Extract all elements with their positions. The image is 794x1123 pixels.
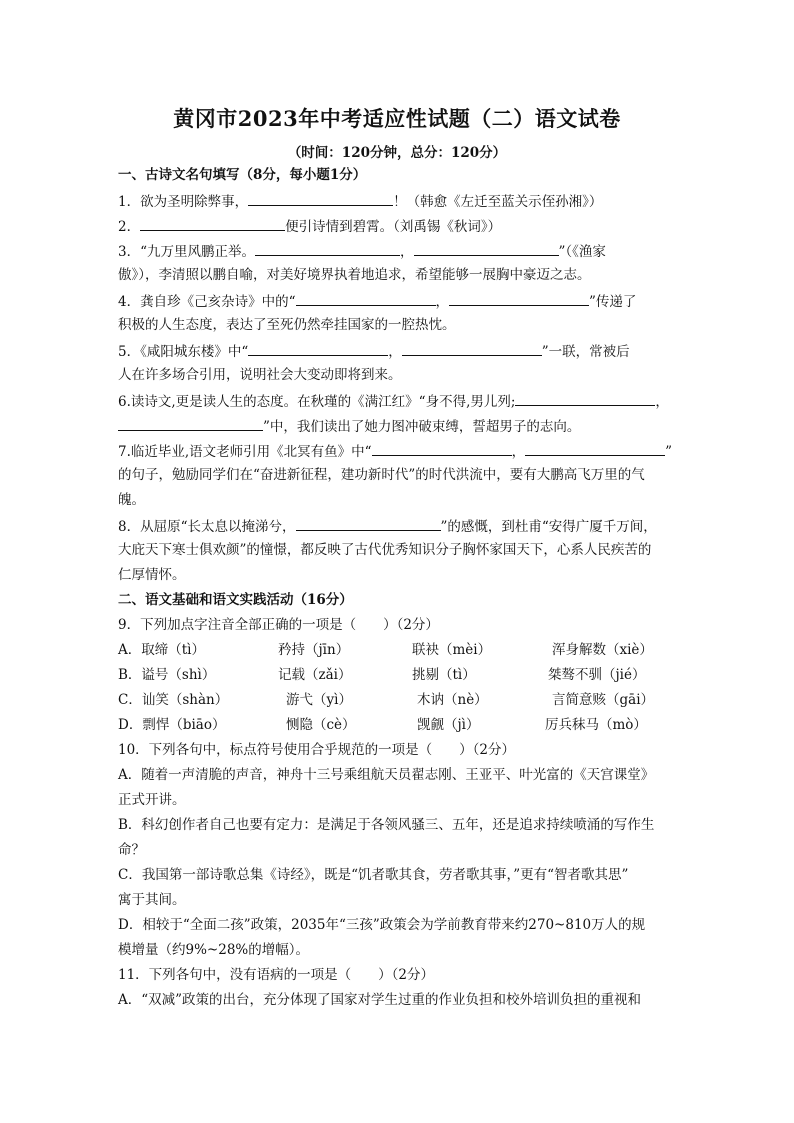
option-a-3: 联袂（mèi） (412, 642, 492, 658)
question-5: 5．《咸阳城东楼》中“ ， ”一联，常被后 (118, 341, 688, 361)
answer-blank[interactable] (255, 241, 400, 256)
question-9: 9．下列加点字注音全部正确的一项是（ ）（2分） (118, 617, 439, 633)
option-b-1[interactable]: B．谥号（shì） (118, 667, 216, 683)
question-7: 7.临近毕业,语文老师引用《北冥有鱼》中“ ， ” (118, 441, 688, 461)
question-5-cont: 人在许多场合引用，说明社会大变动即将到来。 (118, 367, 402, 383)
answer-blank[interactable] (515, 391, 655, 406)
answer-blank[interactable] (449, 291, 589, 306)
question-3: 3．“九万里风鹏正举。 ， ”（《渔家 (118, 241, 688, 261)
exam-info: （时间：120分钟，总分：120分） (287, 145, 507, 161)
answer-blank[interactable] (525, 441, 665, 456)
answer-blank[interactable] (248, 191, 393, 206)
question-1: 1．欲为圣明除弊事， ！（韩愈《左迁至蓝关示侄孙湘》） (118, 191, 688, 211)
option-c-4: 言简意赅（gāi） (552, 692, 655, 708)
question-10: 10．下列各句中，标点符号使用合乎规范的一项是（ ）（2分） (118, 742, 516, 758)
option-d-2: 恻隐（cè） (286, 717, 356, 733)
question-2: 2． 便引诗情到碧霄。（刘禹锡《秋词》） (118, 216, 688, 236)
option-a-2: 矜持（jīn） (278, 642, 350, 658)
question-3-cont: 傲》），李清照以鹏自喻，对美好境界执着地追求，希望能够一展胸中豪迈之志。 (118, 267, 591, 283)
answer-blank[interactable] (402, 341, 542, 356)
q10-option-a[interactable]: A．随着一声清脆的声音，神舟十三号乘组航天员翟志刚、王亚平、叶光富的《天宫课堂》 (118, 767, 655, 783)
question-8-cont: 大庇天下寒士俱欢颜”的憧憬，都反映了古代优秀知识分子胸怀家国天下，心系人民疾苦的 (118, 542, 652, 558)
question-4: 4．龚自珍《己亥杂诗》中的“ ， ”传递了 (118, 291, 688, 311)
q10-option-d-cont: 模增量（约9%~28%的增幅）。 (118, 942, 309, 958)
option-b-3: 挑剔（tì） (412, 667, 476, 683)
question-8: 8．从屈原“长太息以掩涕兮， ”的感慨，到杜甫“安得广厦千万间， (118, 516, 688, 536)
option-d-3: 觊觎（jì） (417, 717, 480, 733)
option-c-1[interactable]: C．讪笑（shàn） (118, 692, 229, 708)
section-heading-2: 二、语文基础和语文实践活动（16分） (118, 592, 353, 608)
answer-blank[interactable] (296, 291, 436, 306)
q10-option-b[interactable]: B．科幻创作者自己也要有定力：是满足于各领风骚三、五年，还是追求持续喷涌的写作生 (118, 817, 655, 833)
option-c-3: 木讷（nè） (417, 692, 488, 708)
q10-option-d[interactable]: D．相较于“全面二孩”政策，2035年“三孩”政策会为学前教育带来约270~810万人的规 (118, 917, 646, 933)
answer-blank[interactable] (414, 241, 559, 256)
answer-blank[interactable] (248, 341, 388, 356)
question-6: 6.读诗文,更是读人生的态度。在秋瑾的《满江红》“身不得,男儿列; ， (118, 391, 688, 411)
q10-option-c-cont: 寓于其间。 (118, 892, 186, 908)
question-11: 11．下列各句中，没有语病的一项是（ ）（2分） (118, 967, 435, 983)
answer-blank[interactable] (118, 416, 263, 431)
answer-blank[interactable] (140, 216, 285, 231)
section-heading-1: 一、古诗文名句填写（8分，每小题1分） (118, 167, 367, 183)
option-d-1[interactable]: D．剽悍（biāo） (118, 717, 226, 733)
page-title: 黄冈市2023年中考适应性试题（二）语文试卷 (173, 106, 621, 131)
question-6-cont: ”中，我们读出了她力图冲破束缚，誓超男子的志向。 (118, 416, 688, 436)
option-a-1[interactable]: A．取缔（tì） (118, 642, 205, 658)
q10-option-c[interactable]: C．我国第一部诗歌总集《诗经》，既是“饥者歌其食，劳者歌其事，”更有“智者歌其思” (118, 867, 629, 883)
question-4-cont: 积极的人生态度，表达了至死仍然牵挂国家的一腔热忱。 (118, 317, 456, 333)
option-b-4: 桀骜不驯（jié） (548, 667, 646, 683)
option-b-2: 记载（zǎi） (278, 667, 352, 683)
option-c-2: 游弋（yì） (286, 692, 352, 708)
q10-option-a-cont: 正式开讲。 (118, 792, 186, 808)
answer-blank[interactable] (296, 516, 441, 531)
question-7-cont: 的句子，勉励同学们在“奋进新征程，建功新时代”的时代洪流中，要有大鹏高飞万里的气 (118, 467, 645, 483)
question-7-cont2: 魄。 (118, 492, 145, 508)
q11-option-a[interactable]: A．“双减”政策的出台，充分体现了国家对学生过重的作业负担和校外培训负担的重视和 (118, 992, 642, 1008)
option-a-4: 浑身解数（xiè） (552, 642, 653, 658)
answer-blank[interactable] (372, 441, 512, 456)
question-8-cont2: 仁厚情怀。 (118, 567, 186, 583)
option-d-4: 厉兵秣马（mò） (545, 717, 647, 733)
q10-option-b-cont: 命？ (118, 842, 145, 858)
